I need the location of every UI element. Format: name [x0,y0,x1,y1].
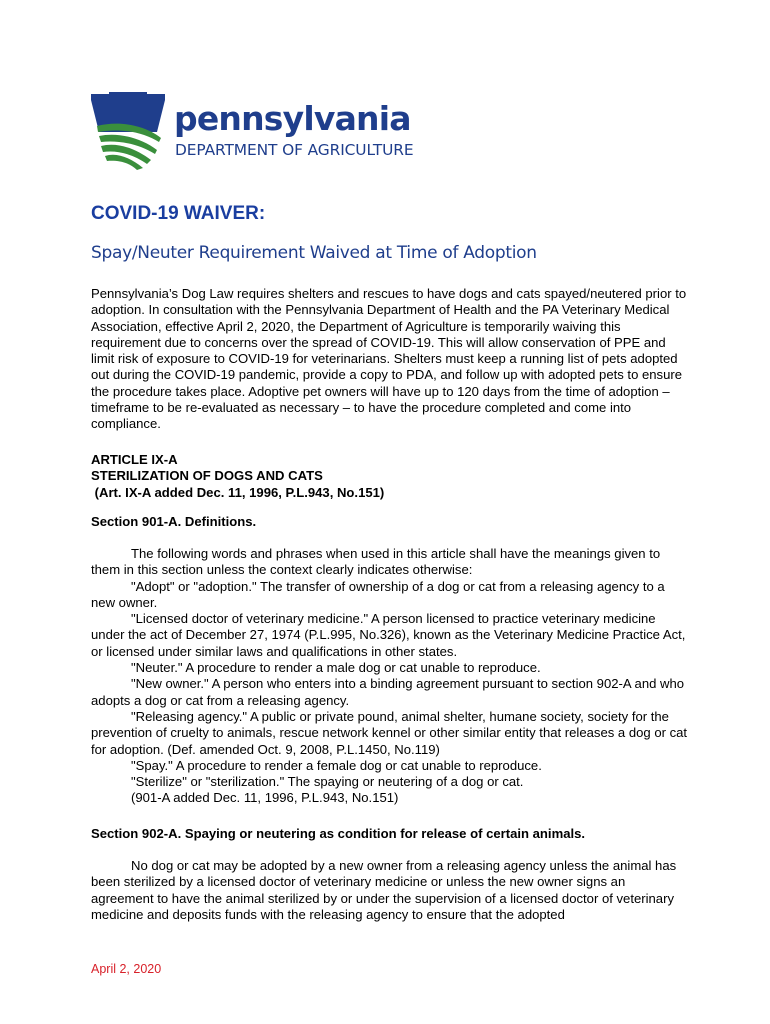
page-subtitle: Spay/Neuter Requirement Waived at Time of Adoption [91,243,537,263]
definition-paragraph: "Sterilize" or "sterilization." The spaying or neutering of a dog or cat. [131,774,524,790]
section-901-heading: Section 901-A. Definitions. [91,514,257,529]
definition-paragraph: (901-A added Dec. 11, 1996, P.L.943, No.151) [131,790,399,806]
definition-paragraph: "Releasing agency." A public or private pound, animal shelter, humane society, society for the prevention of cruelty to animals, rescue network kennel or other similar entity that releases a dog or cat for adoption. (Def. amended Oct. 9, 2008, P.L.1450, No.119) [91,708,688,757]
definition-paragraph: "New owner." A person who enters into a binding agreement pursuant to section 902-A and who adopts a dog or cat from a releasing agency. [91,676,685,708]
section-902-paragraph: No dog or cat may be adopted by a new owner from a releasing agency unless the animal has been sterilized by a licensed doctor of veterinary medicine or unless the new owner signs an agreement to have the animal sterilized by or under the supervision of a licensed doctor of veterinary medicine and deposits funds with the releasing agency to ensure that the adopted [91,858,677,922]
article-name: STERILIZATION OF DOGS AND CATS [91,468,323,484]
logo-wordmark: pennsylvania [174,99,411,138]
article-added: (Art. IX-A added Dec. 11, 1996, P.L.943, No.151) [91,484,385,500]
definition-paragraph: "Adopt" or "adoption." The transfer of ownership of a dog or cat from a releasing agency to a new owner. [91,578,665,610]
pda-logo [91,92,421,170]
intro-text: Pennsylvania’s Dog Law requires shelters and rescues to have dogs and cats spayed/neutered prior to adoption. In consultation with the Pennsylvania Department of Health and the PA Veterinary Medical Association, effective April 2, 2020, the Department of Agriculture is temporarily waiving this requirement due to concerns over the spread of COVID-19. This will allow conservation of PPE and limit risk of exposure to COVID-19 for veterinarians. Shelters must keep a running list of pets adopted out during the COVID-19 pandemic, provide a copy to PDA, and follow up with adopted pets to ensure the procedure takes place. Adoptive pet owners will have up to 120 days from the time of adoption – timeframe to be re-evaluated as necessary – to have the procedure completed and come into compliance. [91,286,687,432]
keystone-logo-icon [91,92,165,170]
footer-date: April 2, 2020 [91,962,162,976]
section-902-body [91,858,691,923]
definition-paragraph: The following words and phrases when used in this article shall have the meanings given to them in this section unless the context clearly indicates otherwise: [91,546,661,578]
article-heading [91,452,691,501]
article-number: ARTICLE IX-A [91,452,178,467]
definition-paragraph: "Neuter." A procedure to render a male dog or cat unable to reproduce. [131,660,541,676]
definition-paragraph: "Spay." A procedure to render a female dog or cat unable to reproduce. [131,757,542,773]
section-901-definitions [91,546,691,807]
section-902-heading: Section 902-A. Spaying or neutering as condition for release of certain animals. [91,826,586,841]
page-title: COVID-19 WAIVER: [91,203,266,224]
logo-department: DEPARTMENT OF AGRICULTURE [175,141,414,159]
definition-paragraph: "Licensed doctor of veterinary medicine." A person licensed to practice veterinary medicine under the act of December 27, 1974 (P.L.995, No.326), known as the Veterinary Medicine Practice Act, or licensed under similar laws and qualifications in other states. [91,611,686,659]
intro-paragraph [91,286,691,433]
